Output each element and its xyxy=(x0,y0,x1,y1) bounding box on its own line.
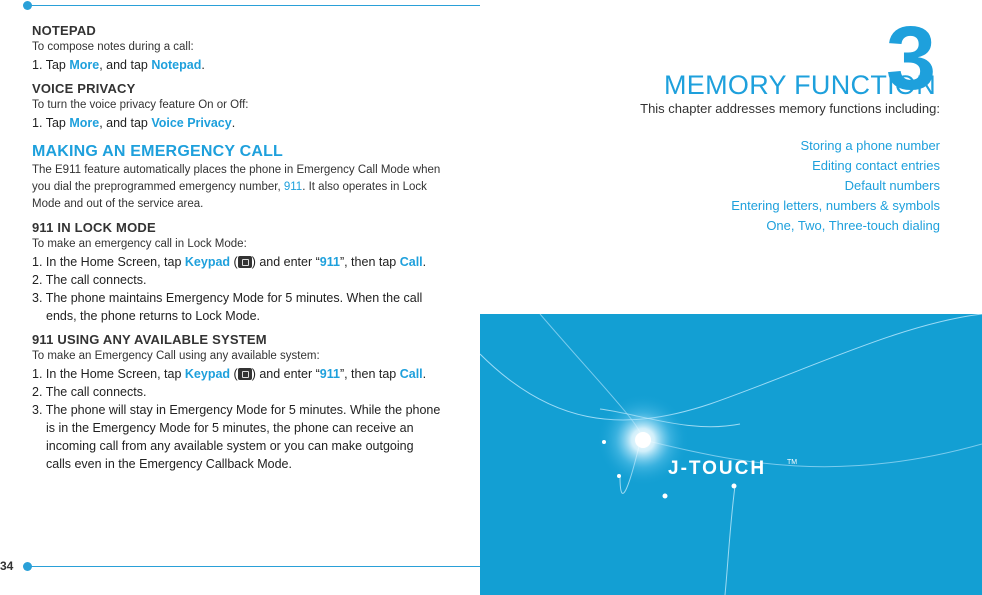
topic-item: Editing contact entries xyxy=(812,158,940,173)
star-dot xyxy=(663,494,668,499)
brand-graphic xyxy=(480,314,982,595)
keyword-more: More xyxy=(69,58,100,72)
step-text: The phone maintains Emergency Mode for 5 minutes. When the call ends, the phone returns to Lock Mode. xyxy=(45,291,423,323)
any-system-step-2 xyxy=(32,383,442,401)
keyword-more: More xyxy=(69,116,100,130)
emergency-number: 911 xyxy=(283,181,303,193)
emergency-heading: MAKING AN EMERGENCY CALL xyxy=(32,143,284,160)
chapter-intro: This chapter addresses memory functions including: xyxy=(640,101,940,116)
step-number: 3. xyxy=(32,403,43,417)
step-text: In the Home Screen, tap xyxy=(45,367,185,381)
step-text: . xyxy=(201,58,205,72)
chapter-number: 3 xyxy=(886,9,937,109)
orbit-line xyxy=(480,314,982,420)
page-number: 34 xyxy=(0,559,14,573)
notepad-heading: NOTEPAD xyxy=(32,23,96,38)
keyword-911: 911 xyxy=(319,367,340,381)
brand-panel xyxy=(480,314,982,595)
top-rule xyxy=(28,5,480,6)
keyword-911: 911 xyxy=(319,255,340,269)
step-text: ”, then tap xyxy=(339,255,400,269)
step-text: In the Home Screen, tap xyxy=(45,255,185,269)
topic-item: Storing a phone number xyxy=(800,138,940,153)
step-text: . xyxy=(422,367,427,381)
step-text: ( xyxy=(230,255,238,269)
bottom-rule-dot xyxy=(23,562,32,571)
keyword-keypad: Keypad xyxy=(184,255,231,269)
notepad-step-1 xyxy=(32,56,442,74)
voice-privacy-step-1 xyxy=(32,114,442,132)
top-rule-dot xyxy=(23,1,32,10)
light-core xyxy=(635,432,651,448)
chapter-topics xyxy=(731,136,940,236)
orbit-line xyxy=(725,486,735,595)
keypad-icon xyxy=(238,256,252,268)
keyword-keypad: Keypad xyxy=(184,367,231,381)
topic-item: Entering letters, numbers & symbols xyxy=(731,198,940,213)
step-text: The phone will stay in Emergency Mode for 5 minutes. While the phone is in the Emergency Mode for 5 minutes, the phone can receive an incoming call from any available system or you can make outgoing calls even in the Emergency Callback Mode. xyxy=(45,403,441,471)
keyword-call: Call xyxy=(399,367,423,381)
bottom-rule xyxy=(28,566,480,567)
step-text: ) and enter “ xyxy=(251,367,320,381)
brand-trademark: TM xyxy=(787,459,798,466)
step-number: 1. xyxy=(32,116,43,130)
paragraph-text: . It also operates in Lock Mode and out of the service area. xyxy=(32,181,427,210)
step-number: 2. xyxy=(32,273,43,287)
topic-item: One, Two, Three-touch dialing xyxy=(766,218,940,233)
voice-privacy-heading: VOICE PRIVACY xyxy=(32,81,136,96)
lock-mode-desc: To make an emergency call in Lock Mode: xyxy=(32,238,247,250)
star-dot xyxy=(732,484,737,489)
any-system-desc: To make an Emergency Call using any available system: xyxy=(32,350,320,362)
step-text: , and tap xyxy=(99,116,152,130)
lock-mode-heading: 911 IN LOCK MODE xyxy=(32,220,156,235)
lock-mode-step-2 xyxy=(32,271,442,289)
step-text: Tap xyxy=(45,58,70,72)
step-text: The call connects. xyxy=(45,385,147,399)
step-text: , and tap xyxy=(99,58,152,72)
emergency-paragraph xyxy=(32,162,442,213)
keyword-voice-privacy: Voice Privacy xyxy=(151,116,232,130)
notepad-desc: To compose notes during a call: xyxy=(32,41,194,53)
lock-mode-step-1 xyxy=(32,253,442,271)
any-system-step-3 xyxy=(32,401,442,473)
keyword-call: Call xyxy=(399,255,423,269)
any-system-heading: 911 USING ANY AVAILABLE SYSTEM xyxy=(32,332,267,347)
keyword-notepad: Notepad xyxy=(151,58,202,72)
step-text: ) and enter “ xyxy=(251,255,320,269)
step-text: Tap xyxy=(45,116,70,130)
step-number: 2. xyxy=(32,385,43,399)
step-text: ”, then tap xyxy=(339,367,400,381)
step-text: ( xyxy=(230,367,238,381)
any-system-step-1 xyxy=(32,365,442,383)
star-dot xyxy=(602,440,606,444)
lock-mode-step-3 xyxy=(32,289,442,325)
left-page xyxy=(32,22,442,473)
step-number: 1. xyxy=(32,255,43,269)
star-dot xyxy=(617,474,621,478)
chapter-title: MEMORY FUNCTION xyxy=(664,70,937,100)
step-text: . xyxy=(231,116,236,130)
brand-logo: J-TOUCH xyxy=(668,458,767,479)
keypad-icon xyxy=(238,368,252,380)
step-text: . xyxy=(422,255,427,269)
step-number: 1. xyxy=(32,367,43,381)
step-number: 1. xyxy=(32,58,43,72)
step-text: The call connects. xyxy=(45,273,147,287)
paragraph-text: The E911 feature automatically places the phone in Emergency Call Mode when you dial the preprogrammed emergency number, xyxy=(32,164,441,193)
step-number: 3. xyxy=(32,291,43,305)
voice-privacy-desc: To turn the voice privacy feature On or Off: xyxy=(32,99,249,111)
topic-item: Default numbers xyxy=(844,178,940,193)
